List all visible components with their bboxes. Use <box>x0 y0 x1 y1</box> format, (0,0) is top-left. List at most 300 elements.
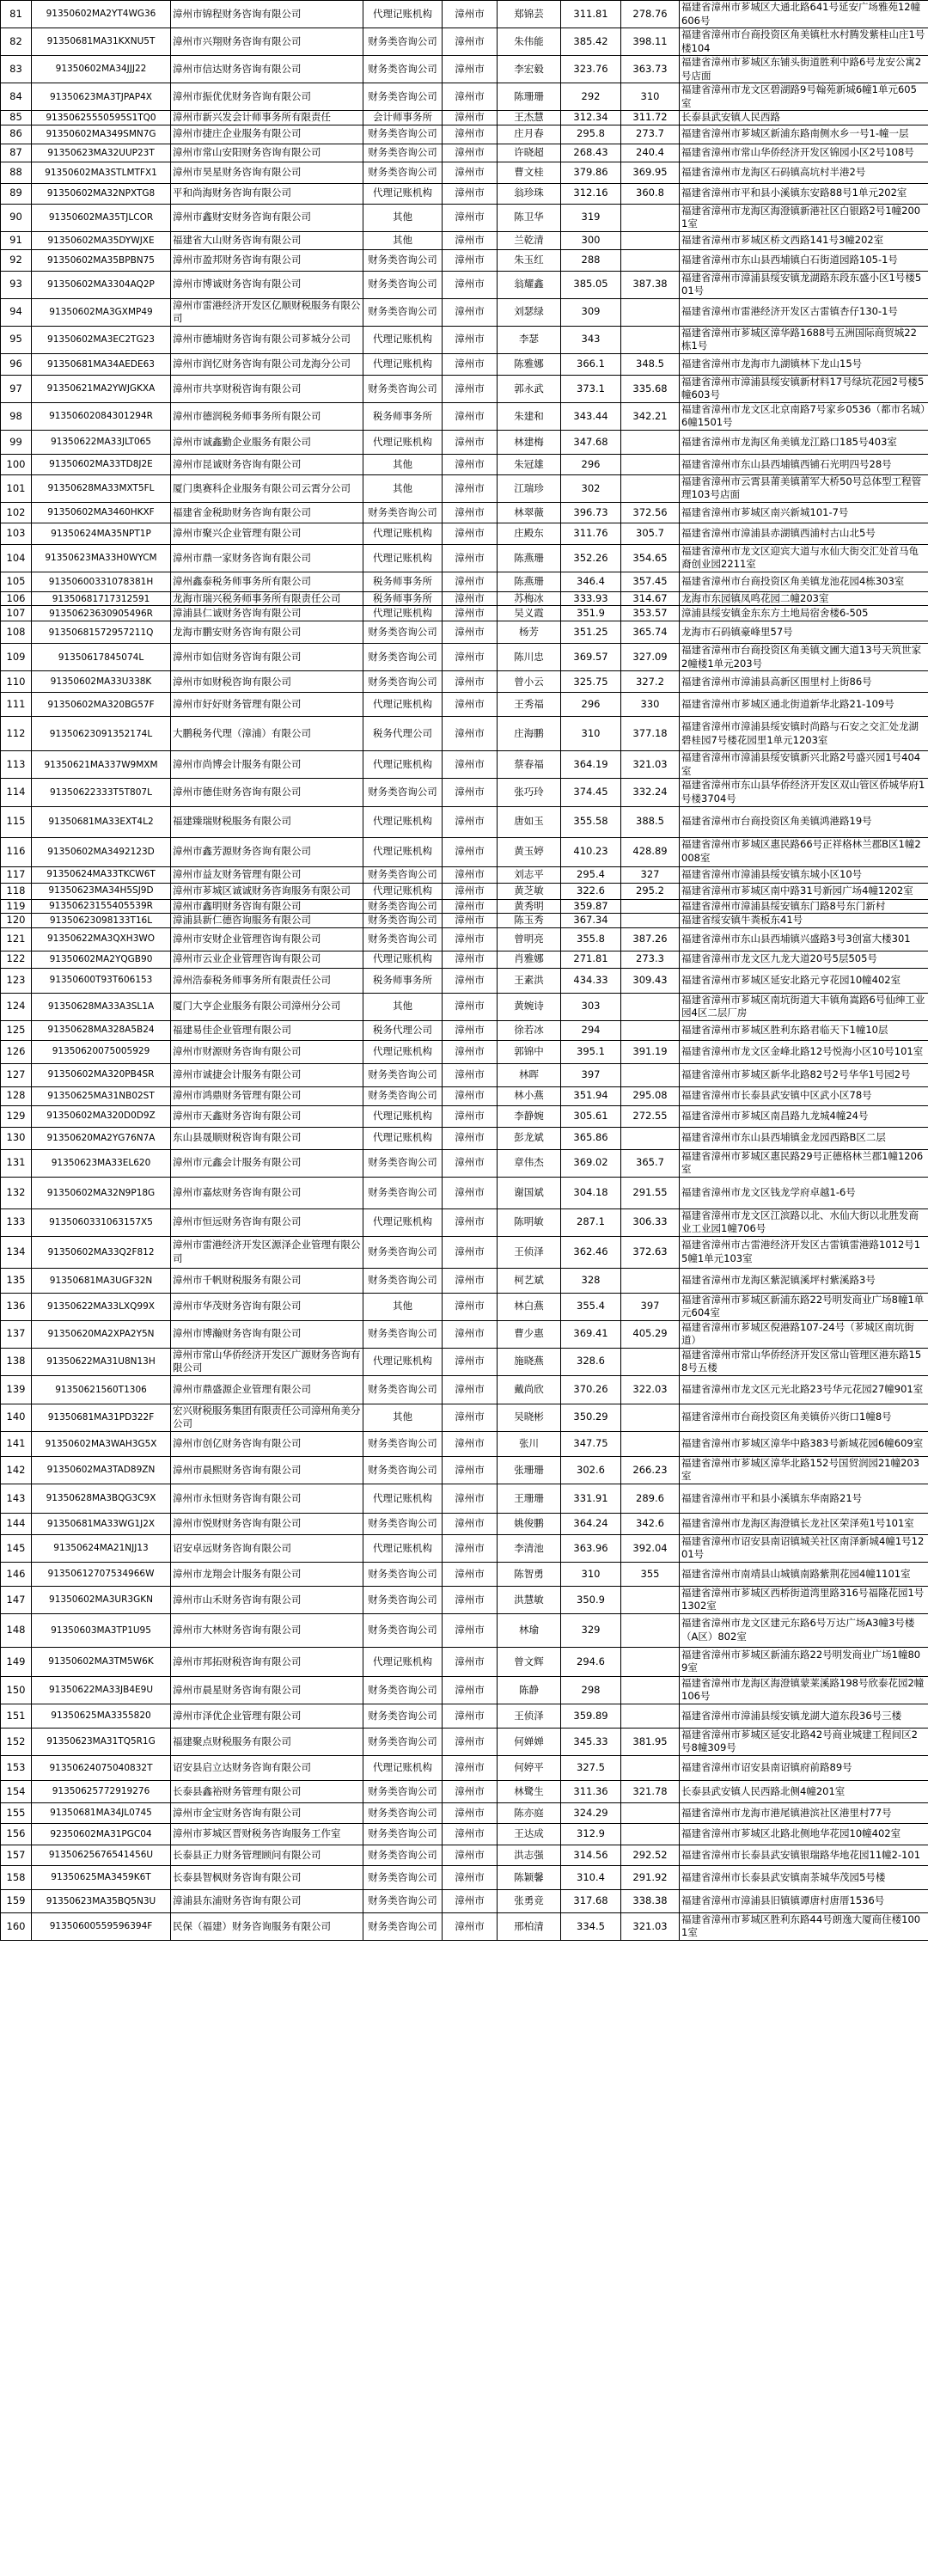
cell-addr[interactable]: 福建省漳州市古雷港经济开发区古雷镇雷港路1012号15幢1单元103室 <box>680 1236 928 1268</box>
cell-s1[interactable]: 346.4 <box>561 572 621 591</box>
cell-org[interactable]: 漳州市共享财税咨询有限公司 <box>171 375 363 402</box>
cell-no[interactable]: 152 <box>1 1728 32 1755</box>
cell-s1[interactable]: 328.6 <box>561 1348 621 1375</box>
cell-org[interactable]: 漳浦县东浦财务咨询有限公司 <box>171 1889 363 1912</box>
cell-addr[interactable]: 福建省漳州市龙海区石码镇高坑村半港2号 <box>680 162 928 183</box>
cell-city[interactable]: 漳州市 <box>443 1063 498 1086</box>
cell-no[interactable]: 140 <box>1 1404 32 1431</box>
cell-no[interactable]: 99 <box>1 430 32 454</box>
cell-city[interactable]: 漳州市 <box>443 298 498 326</box>
cell-s2[interactable]: 342.6 <box>621 1513 680 1534</box>
cell-s1[interactable]: 350.9 <box>561 1586 621 1613</box>
cell-name[interactable]: 施晓燕 <box>498 1348 561 1375</box>
cell-s1[interactable]: 385.42 <box>561 28 621 56</box>
cell-addr[interactable]: 福建省漳州市龙海区海澄镇新港社区白银路2号1幢2001室 <box>680 204 928 231</box>
cell-name[interactable]: 蔡春福 <box>498 751 561 779</box>
cell-name[interactable]: 曾小云 <box>498 671 561 693</box>
cell-no[interactable]: 157 <box>1 1845 32 1865</box>
cell-city[interactable]: 漳州市 <box>443 1348 498 1375</box>
cell-no[interactable]: 147 <box>1 1586 32 1613</box>
cell-org[interactable]: 漳州市德埔财务咨询有限公司芗城分公司 <box>171 326 363 353</box>
cell-code[interactable]: 91350602MA320BG57F <box>32 693 171 717</box>
cell-addr[interactable]: 福建省漳州市芗城区新浦东路南侧水乡一号1-幢一层 <box>680 125 928 144</box>
cell-no[interactable]: 102 <box>1 502 32 523</box>
cell-type[interactable]: 代理记账机构 <box>363 1105 443 1127</box>
cell-type[interactable]: 代理记账机构 <box>363 951 443 968</box>
cell-org[interactable]: 漳州市永恒财务咨询有限公司 <box>171 1484 363 1513</box>
cell-name[interactable]: 翁珍珠 <box>498 183 561 204</box>
cell-code[interactable]: 91350603MA3TP1U95 <box>32 1613 171 1647</box>
cell-org[interactable]: 厦门奥赛科企业服务有限公司云霄分公司 <box>171 474 363 502</box>
cell-org[interactable]: 漳州市天鑫财务咨询有限公司 <box>171 1105 363 1127</box>
cell-city[interactable]: 漳州市 <box>443 1889 498 1912</box>
cell-no[interactable]: 154 <box>1 1780 32 1802</box>
cell-city[interactable]: 漳州市 <box>443 204 498 231</box>
cell-addr[interactable]: 福建省漳州市龙文区迎宾大道与水仙大街交汇处首马龟裔创业园2211室 <box>680 544 928 572</box>
cell-s2[interactable] <box>621 231 680 249</box>
cell-type[interactable]: 财务类咨询公司 <box>363 1456 443 1484</box>
cell-city[interactable]: 漳州市 <box>443 125 498 144</box>
cell-org[interactable]: 漳州市鑫明财务咨询有限公司 <box>171 899 363 914</box>
cell-city[interactable]: 漳州市 <box>443 144 498 162</box>
cell-name[interactable]: 苏梅冰 <box>498 591 561 606</box>
cell-name[interactable]: 王侦泽 <box>498 1236 561 1268</box>
cell-org[interactable]: 漳州市财源财务咨询有限公司 <box>171 1040 363 1063</box>
cell-s2[interactable]: 387.38 <box>621 271 680 298</box>
cell-s1[interactable]: 364.19 <box>561 751 621 779</box>
cell-city[interactable]: 漳州市 <box>443 1704 498 1728</box>
cell-s1[interactable]: 319 <box>561 204 621 231</box>
cell-addr[interactable]: 福建省漳州市芗城区漳华中路383号新城花园6幢609室 <box>680 1431 928 1456</box>
cell-no[interactable]: 158 <box>1 1865 32 1889</box>
cell-addr[interactable]: 福建省绥安镇牛粪板东41号 <box>680 914 928 928</box>
cell-addr[interactable]: 福建省漳州市台商投资区角美镇侨兴街口1幢8号 <box>680 1404 928 1431</box>
cell-city[interactable]: 漳州市 <box>443 951 498 968</box>
cell-s2[interactable] <box>621 1404 680 1431</box>
cell-addr[interactable]: 福建省漳州市漳浦县绥安镇时尚路与石安之交汇处龙湖碧桂园7号楼花园里1单元1203室 <box>680 717 928 751</box>
cell-city[interactable]: 漳州市 <box>443 993 498 1020</box>
cell-no[interactable]: 138 <box>1 1348 32 1375</box>
cell-city[interactable]: 漳州市 <box>443 621 498 644</box>
cell-org[interactable]: 漳州市晨熙财务咨询有限公司 <box>171 1456 363 1484</box>
cell-addr[interactable]: 漳浦县绥安镇金东东方土地局宿舍楼6-505 <box>680 606 928 621</box>
cell-s1[interactable]: 310 <box>561 717 621 751</box>
cell-type[interactable]: 财务类咨询公司 <box>363 125 443 144</box>
cell-addr[interactable]: 福建省漳州市龙海区海澄镇蒙莱溪路198号欣泰花园2幢106号 <box>680 1676 928 1704</box>
cell-city[interactable]: 漳州市 <box>443 454 498 474</box>
cell-s1[interactable]: 369.57 <box>561 644 621 671</box>
cell-s2[interactable]: 321.03 <box>621 1912 680 1940</box>
cell-code[interactable]: 91350602MA35BPBN75 <box>32 249 171 271</box>
cell-s1[interactable]: 311.81 <box>561 1 621 28</box>
cell-org[interactable]: 长泰县鑫裕财务管理有限公司 <box>171 1780 363 1802</box>
cell-addr[interactable]: 福建省漳州市诏安县南诏镇府前路89号 <box>680 1755 928 1780</box>
cell-name[interactable]: 许晓超 <box>498 144 561 162</box>
cell-type[interactable]: 财务类咨询公司 <box>363 899 443 914</box>
cell-name[interactable]: 黄玉婷 <box>498 837 561 866</box>
cell-name[interactable]: 张川 <box>498 1431 561 1456</box>
cell-s1[interactable]: 359.89 <box>561 1704 621 1728</box>
cell-code[interactable]: 91350623MA33EL620 <box>32 1149 171 1177</box>
cell-type[interactable]: 代理记账机构 <box>363 1208 443 1236</box>
cell-type[interactable]: 财务类咨询公司 <box>363 644 443 671</box>
cell-s1[interactable]: 323.76 <box>561 56 621 83</box>
cell-s1[interactable]: 312.16 <box>561 183 621 204</box>
cell-no[interactable]: 117 <box>1 866 32 883</box>
cell-org[interactable]: 漳州市鼎盛源企业管理有限公司 <box>171 1375 363 1404</box>
cell-no[interactable]: 144 <box>1 1513 32 1534</box>
cell-s2[interactable] <box>621 1020 680 1040</box>
cell-s2[interactable]: 327 <box>621 866 680 883</box>
cell-city[interactable]: 漳州市 <box>443 1647 498 1676</box>
cell-s1[interactable]: 345.33 <box>561 1728 621 1755</box>
cell-city[interactable]: 漳州市 <box>443 1865 498 1889</box>
cell-city[interactable]: 漳州市 <box>443 430 498 454</box>
cell-code[interactable]: 91350602MA3UR3GKN <box>32 1586 171 1613</box>
cell-code[interactable]: 91350623MA34H5SJ9D <box>32 883 171 899</box>
cell-s2[interactable] <box>621 899 680 914</box>
cell-addr[interactable]: 福建省漳州市东山县西埔镇金龙园西路B区二层 <box>680 1127 928 1149</box>
cell-s1[interactable]: 365.86 <box>561 1127 621 1149</box>
cell-addr[interactable]: 福建省漳州市云霄县莆美镇莆军大桥50号总体型工程管理103号店面 <box>680 474 928 502</box>
cell-s2[interactable]: 363.73 <box>621 56 680 83</box>
cell-name[interactable]: 郭锦中 <box>498 1040 561 1063</box>
cell-name[interactable]: 李清池 <box>498 1534 561 1562</box>
cell-no[interactable]: 89 <box>1 183 32 204</box>
cell-type[interactable]: 财务类咨询公司 <box>363 1562 443 1586</box>
cell-s1[interactable]: 325.75 <box>561 671 621 693</box>
cell-s1[interactable]: 355.8 <box>561 927 621 951</box>
cell-type[interactable]: 代理记账机构 <box>363 1755 443 1780</box>
cell-addr[interactable]: 福建省漳州市南靖县山城镇南路紫荆花园4幢1101室 <box>680 1562 928 1586</box>
cell-addr[interactable]: 福建省漳州市漳浦县旧镇镇谭唐村唐厝1536号 <box>680 1889 928 1912</box>
cell-code[interactable]: 91350623MA3TJPAP4X <box>32 83 171 111</box>
cell-name[interactable]: 吴义霞 <box>498 606 561 621</box>
cell-name[interactable]: 黄婉诗 <box>498 993 561 1020</box>
cell-type[interactable]: 财务类咨询公司 <box>363 621 443 644</box>
cell-city[interactable]: 漳州市 <box>443 806 498 837</box>
cell-city[interactable]: 漳州市 <box>443 1320 498 1348</box>
cell-code[interactable]: 91350617845074L <box>32 644 171 671</box>
cell-code[interactable]: 91350628MA33MXT5FL <box>32 474 171 502</box>
cell-name[interactable]: 王珊珊 <box>498 1484 561 1513</box>
cell-no[interactable]: 110 <box>1 671 32 693</box>
cell-name[interactable]: 庄海鹏 <box>498 717 561 751</box>
cell-name[interactable]: 庄殿东 <box>498 523 561 544</box>
cell-type[interactable]: 财务类咨询公司 <box>363 1802 443 1823</box>
cell-city[interactable]: 漳州市 <box>443 591 498 606</box>
cell-s1[interactable]: 310 <box>561 1562 621 1586</box>
cell-code[interactable]: 91350624075040832T <box>32 1755 171 1780</box>
cell-no[interactable]: 81 <box>1 1 32 28</box>
cell-type[interactable]: 税务师事务所 <box>363 402 443 430</box>
cell-no[interactable]: 88 <box>1 162 32 183</box>
cell-s2[interactable]: 314.67 <box>621 591 680 606</box>
cell-type[interactable]: 其他 <box>363 993 443 1020</box>
cell-org[interactable]: 福建易佳企业管理有限公司 <box>171 1020 363 1040</box>
cell-no[interactable]: 136 <box>1 1293 32 1320</box>
cell-city[interactable]: 漳州市 <box>443 572 498 591</box>
cell-name[interactable]: 林白燕 <box>498 1293 561 1320</box>
cell-type[interactable]: 税务代理公司 <box>363 717 443 751</box>
cell-addr[interactable]: 福建省漳州市东山县华侨经济开发区双山管区侨城华府1号楼3704号 <box>680 779 928 806</box>
cell-addr[interactable]: 福建省漳州市东山县西埔镇西铺石光明四号28号 <box>680 454 928 474</box>
cell-name[interactable]: 刘志平 <box>498 866 561 883</box>
cell-name[interactable]: 张巧玲 <box>498 779 561 806</box>
cell-org[interactable]: 漳州鑫泰税务师事务所有限公司 <box>171 572 363 591</box>
cell-type[interactable]: 会计师事务所 <box>363 111 443 125</box>
cell-type[interactable]: 财务类咨询公司 <box>363 1865 443 1889</box>
cell-no[interactable]: 92 <box>1 249 32 271</box>
cell-city[interactable]: 漳州市 <box>443 1484 498 1513</box>
cell-code[interactable]: 91350602MA35TJLCOR <box>32 204 171 231</box>
cell-city[interactable]: 漳州市 <box>443 353 498 375</box>
cell-org[interactable]: 漳州市泽优企业管理有限公司 <box>171 1704 363 1728</box>
cell-org[interactable]: 漳州市润忆财务咨询有限公司龙海分公司 <box>171 353 363 375</box>
cell-addr[interactable]: 福建省漳州市芗城区西桥街道湾里路316号福隆花园1号1302室 <box>680 1586 928 1613</box>
cell-type[interactable]: 财务类咨询公司 <box>363 1912 443 1940</box>
cell-type[interactable]: 财务类咨询公司 <box>363 298 443 326</box>
cell-s1[interactable]: 309 <box>561 298 621 326</box>
cell-s1[interactable]: 317.68 <box>561 1889 621 1912</box>
cell-type[interactable]: 税务代理公司 <box>363 1020 443 1040</box>
cell-city[interactable]: 漳州市 <box>443 1127 498 1149</box>
cell-org[interactable]: 宏兴财税服务集团有限责任公司漳州角美分公司 <box>171 1404 363 1431</box>
cell-org[interactable]: 龙海市鹏安财务咨询有限公司 <box>171 621 363 644</box>
cell-name[interactable]: 陈颖馨 <box>498 1865 561 1889</box>
cell-type[interactable]: 财务类咨询公司 <box>363 1177 443 1208</box>
cell-s1[interactable]: 304.18 <box>561 1177 621 1208</box>
cell-city[interactable]: 漳州市 <box>443 375 498 402</box>
cell-s1[interactable]: 322.6 <box>561 883 621 899</box>
cell-s2[interactable] <box>621 1348 680 1375</box>
cell-city[interactable]: 漳州市 <box>443 1177 498 1208</box>
cell-code[interactable]: 91350602MA3EC2TG23 <box>32 326 171 353</box>
cell-addr[interactable]: 福建省漳州市东山县西埔镇兴盛路3号3创富大楼301 <box>680 927 928 951</box>
cell-s1[interactable]: 296 <box>561 454 621 474</box>
cell-no[interactable]: 108 <box>1 621 32 644</box>
cell-name[interactable]: 陈亦庭 <box>498 1802 561 1823</box>
cell-org[interactable]: 漳州市金宝财务咨询有限公司 <box>171 1802 363 1823</box>
cell-no[interactable]: 115 <box>1 806 32 837</box>
cell-addr[interactable]: 福建省漳州市芗城区胜利东路君临天下1幢10层 <box>680 1020 928 1040</box>
cell-no[interactable]: 151 <box>1 1704 32 1728</box>
cell-code[interactable]: 91350681717312591 <box>32 591 171 606</box>
cell-no[interactable]: 83 <box>1 56 32 83</box>
cell-no[interactable]: 149 <box>1 1647 32 1676</box>
cell-org[interactable]: 漳州市龙翔会计服务有限公司 <box>171 1562 363 1586</box>
cell-code[interactable]: 91350622333T5T807L <box>32 779 171 806</box>
cell-s2[interactable] <box>621 1613 680 1647</box>
cell-code[interactable]: 91350625MA3459K6T <box>32 1865 171 1889</box>
cell-no[interactable]: 97 <box>1 375 32 402</box>
cell-city[interactable]: 漳州市 <box>443 544 498 572</box>
cell-city[interactable]: 漳州市 <box>443 1728 498 1755</box>
cell-name[interactable]: 陈卫华 <box>498 204 561 231</box>
cell-s2[interactable] <box>621 204 680 231</box>
cell-no[interactable]: 84 <box>1 83 32 111</box>
cell-no[interactable]: 103 <box>1 523 32 544</box>
cell-s2[interactable]: 355 <box>621 1562 680 1586</box>
cell-no[interactable]: 113 <box>1 751 32 779</box>
cell-org[interactable]: 漳州市常山安阳财务咨询有限公司 <box>171 144 363 162</box>
cell-name[interactable]: 陈燕珊 <box>498 544 561 572</box>
cell-code[interactable]: 91350602MA2YT4WG36 <box>32 1 171 28</box>
cell-type[interactable]: 其他 <box>363 1404 443 1431</box>
cell-addr[interactable]: 福建省漳州市芗城区胜利东路44号朗逸大厦商住楼1001室 <box>680 1912 928 1940</box>
cell-s1[interactable]: 352.26 <box>561 544 621 572</box>
cell-code[interactable]: 91350621MA337W9MXM <box>32 751 171 779</box>
cell-s1[interactable]: 311.36 <box>561 1780 621 1802</box>
cell-s1[interactable]: 359.87 <box>561 899 621 914</box>
cell-code[interactable]: 91350621MA2YWJGKXA <box>32 375 171 402</box>
cell-code[interactable]: 91350622MA33JLT065 <box>32 430 171 454</box>
cell-no[interactable]: 87 <box>1 144 32 162</box>
cell-city[interactable]: 漳州市 <box>443 1149 498 1177</box>
cell-type[interactable]: 财务类咨询公司 <box>363 1268 443 1293</box>
cell-org[interactable]: 漳州市诚鑫勤企业服务有限公司 <box>171 430 363 454</box>
cell-type[interactable]: 代理记账机构 <box>363 1 443 28</box>
cell-addr[interactable]: 福建省漳州市龙文区金峰北路12号悦海小区10号101室 <box>680 1040 928 1063</box>
cell-s2[interactable] <box>621 1802 680 1823</box>
cell-org[interactable]: 漳州市华茂财务咨询有限公司 <box>171 1293 363 1320</box>
cell-type[interactable]: 代理记账机构 <box>363 1484 443 1513</box>
cell-s1[interactable]: 287.1 <box>561 1208 621 1236</box>
cell-s2[interactable]: 330 <box>621 693 680 717</box>
cell-s1[interactable]: 312.9 <box>561 1823 621 1845</box>
cell-s1[interactable]: 311.76 <box>561 523 621 544</box>
cell-s1[interactable]: 366.1 <box>561 353 621 375</box>
cell-no[interactable]: 118 <box>1 883 32 899</box>
cell-name[interactable]: 陈玉秀 <box>498 914 561 928</box>
cell-name[interactable]: 王侦泽 <box>498 1704 561 1728</box>
cell-addr[interactable]: 福建省漳州市平和县小溪镇东安路88号1单元202室 <box>680 183 928 204</box>
cell-s1[interactable]: 295.8 <box>561 125 621 144</box>
cell-code[interactable]: 91350600331078381H <box>32 572 171 591</box>
cell-type[interactable]: 财务类咨询公司 <box>363 1704 443 1728</box>
cell-org[interactable]: 漳州市如财税咨询有限公司 <box>171 671 363 693</box>
cell-addr[interactable]: 福建省漳州市常山华侨经济开发区锦园小区2号108号 <box>680 144 928 162</box>
cell-s1[interactable]: 434.33 <box>561 968 621 993</box>
cell-s2[interactable]: 372.56 <box>621 502 680 523</box>
cell-code[interactable]: 91350681MA33WG1J2X <box>32 1513 171 1534</box>
cell-s2[interactable] <box>621 1647 680 1676</box>
cell-addr[interactable]: 福建省漳州市龙文区钱龙学府卓越1-6号 <box>680 1177 928 1208</box>
cell-org[interactable]: 漳州市聚兴企业管理有限公司 <box>171 523 363 544</box>
cell-s2[interactable] <box>621 1676 680 1704</box>
cell-code[interactable]: 91350602MA3TAD89ZN <box>32 1456 171 1484</box>
cell-s1[interactable]: 329 <box>561 1613 621 1647</box>
cell-no[interactable]: 116 <box>1 837 32 866</box>
cell-code[interactable]: 91350602MA3TM5W6K <box>32 1647 171 1676</box>
cell-type[interactable]: 财务类咨询公司 <box>363 1375 443 1404</box>
cell-s2[interactable]: 321.78 <box>621 1780 680 1802</box>
cell-type[interactable]: 财务类咨询公司 <box>363 1780 443 1802</box>
cell-no[interactable]: 107 <box>1 606 32 621</box>
cell-code[interactable]: 91350602MA33U338K <box>32 671 171 693</box>
cell-addr[interactable]: 龙海市东园镇凤鸣花园二幢203室 <box>680 591 928 606</box>
cell-no[interactable]: 114 <box>1 779 32 806</box>
cell-org[interactable]: 漳州市博诚财务咨询有限公司 <box>171 271 363 298</box>
cell-no[interactable]: 137 <box>1 1320 32 1348</box>
cell-code[interactable]: 91350625772919276 <box>32 1780 171 1802</box>
cell-s2[interactable]: 321.03 <box>621 751 680 779</box>
cell-type[interactable]: 财务类咨询公司 <box>363 1676 443 1704</box>
cell-addr[interactable]: 福建省漳州市诏安县南诏镇城关社区南泽新城4幢1号1201号 <box>680 1534 928 1562</box>
cell-s2[interactable]: 369.95 <box>621 162 680 183</box>
cell-addr[interactable]: 福建省漳州市漳浦县高新区围里村上街86号 <box>680 671 928 693</box>
cell-name[interactable]: 徐若冰 <box>498 1020 561 1040</box>
cell-code[interactable]: 91350623155405539R <box>32 899 171 914</box>
cell-type[interactable]: 财务类咨询公司 <box>363 1149 443 1177</box>
cell-s1[interactable]: 395.1 <box>561 1040 621 1063</box>
cell-org[interactable]: 长泰县正力财务管理顾问有限公司 <box>171 1845 363 1865</box>
cell-org[interactable]: 福建省金税助财务咨询有限公司 <box>171 502 363 523</box>
cell-no[interactable]: 135 <box>1 1268 32 1293</box>
cell-s1[interactable]: 343.44 <box>561 402 621 430</box>
cell-s2[interactable]: 291.92 <box>621 1865 680 1889</box>
cell-s2[interactable] <box>621 474 680 502</box>
cell-org[interactable]: 漳州市元鑫会计服务有限公司 <box>171 1149 363 1177</box>
cell-s2[interactable]: 306.33 <box>621 1208 680 1236</box>
cell-s2[interactable]: 391.19 <box>621 1040 680 1063</box>
cell-addr[interactable]: 福建省漳州市龙海市港尾镇港滨社区港里村77号 <box>680 1802 928 1823</box>
cell-s1[interactable]: 331.91 <box>561 1484 621 1513</box>
cell-code[interactable]: 91350602MA2YQGB90 <box>32 951 171 968</box>
cell-code[interactable]: 91350612707534966W <box>32 1562 171 1586</box>
cell-no[interactable]: 123 <box>1 968 32 993</box>
cell-s1[interactable]: 271.81 <box>561 951 621 968</box>
cell-s2[interactable]: 289.6 <box>621 1484 680 1513</box>
cell-addr[interactable]: 福建省漳州市芗城区通北街道新华北路21-109号 <box>680 693 928 717</box>
cell-addr[interactable]: 福建省漳州市长泰县武安镇南茶城华茂园5号楼 <box>680 1865 928 1889</box>
cell-org[interactable]: 漳州市如信财务咨询有限公司 <box>171 644 363 671</box>
cell-addr[interactable]: 福建省漳州市芗城区大通北路641号延安广场雅苑12幢606号 <box>680 1 928 28</box>
cell-type[interactable]: 财务类咨询公司 <box>363 779 443 806</box>
cell-code[interactable]: 91350622MA31U8N13H <box>32 1348 171 1375</box>
cell-s2[interactable]: 348.5 <box>621 353 680 375</box>
cell-s2[interactable] <box>621 1586 680 1613</box>
cell-type[interactable]: 代理记账机构 <box>363 1348 443 1375</box>
cell-name[interactable]: 陈智勇 <box>498 1562 561 1586</box>
cell-city[interactable]: 漳州市 <box>443 1236 498 1268</box>
cell-no[interactable]: 145 <box>1 1534 32 1562</box>
cell-type[interactable]: 财务类咨询公司 <box>363 1586 443 1613</box>
cell-s1[interactable]: 373.1 <box>561 375 621 402</box>
cell-no[interactable]: 104 <box>1 544 32 572</box>
cell-s2[interactable]: 353.57 <box>621 606 680 621</box>
cell-addr[interactable]: 福建省漳州市龙海区角美镇龙江路口185号403室 <box>680 430 928 454</box>
cell-code[interactable]: 91350600T93T606153 <box>32 968 171 993</box>
cell-name[interactable]: 洪慧敏 <box>498 1586 561 1613</box>
cell-no[interactable]: 128 <box>1 1086 32 1105</box>
cell-org[interactable]: 漳州市捷庄企业服务有限公司 <box>171 125 363 144</box>
cell-s1[interactable]: 396.73 <box>561 502 621 523</box>
cell-name[interactable]: 李静婉 <box>498 1105 561 1127</box>
cell-name[interactable]: 曹少惠 <box>498 1320 561 1348</box>
cell-code[interactable]: 91350681MA31PD322F <box>32 1404 171 1431</box>
cell-org[interactable]: 福建聚点财税服务有限公司 <box>171 1728 363 1755</box>
cell-name[interactable]: 黄秀明 <box>498 899 561 914</box>
cell-no[interactable]: 130 <box>1 1127 32 1149</box>
cell-no[interactable]: 133 <box>1 1208 32 1236</box>
cell-addr[interactable]: 福建省漳州市芗城区延安北路元亨花园10幢402室 <box>680 968 928 993</box>
cell-org[interactable]: 漳州市鑫财安财务咨询有限公司 <box>171 204 363 231</box>
cell-code[interactable]: 91350624MA35NPT1P <box>32 523 171 544</box>
cell-city[interactable]: 漳州市 <box>443 1404 498 1431</box>
cell-city[interactable]: 漳州市 <box>443 1 498 28</box>
cell-no[interactable]: 94 <box>1 298 32 326</box>
